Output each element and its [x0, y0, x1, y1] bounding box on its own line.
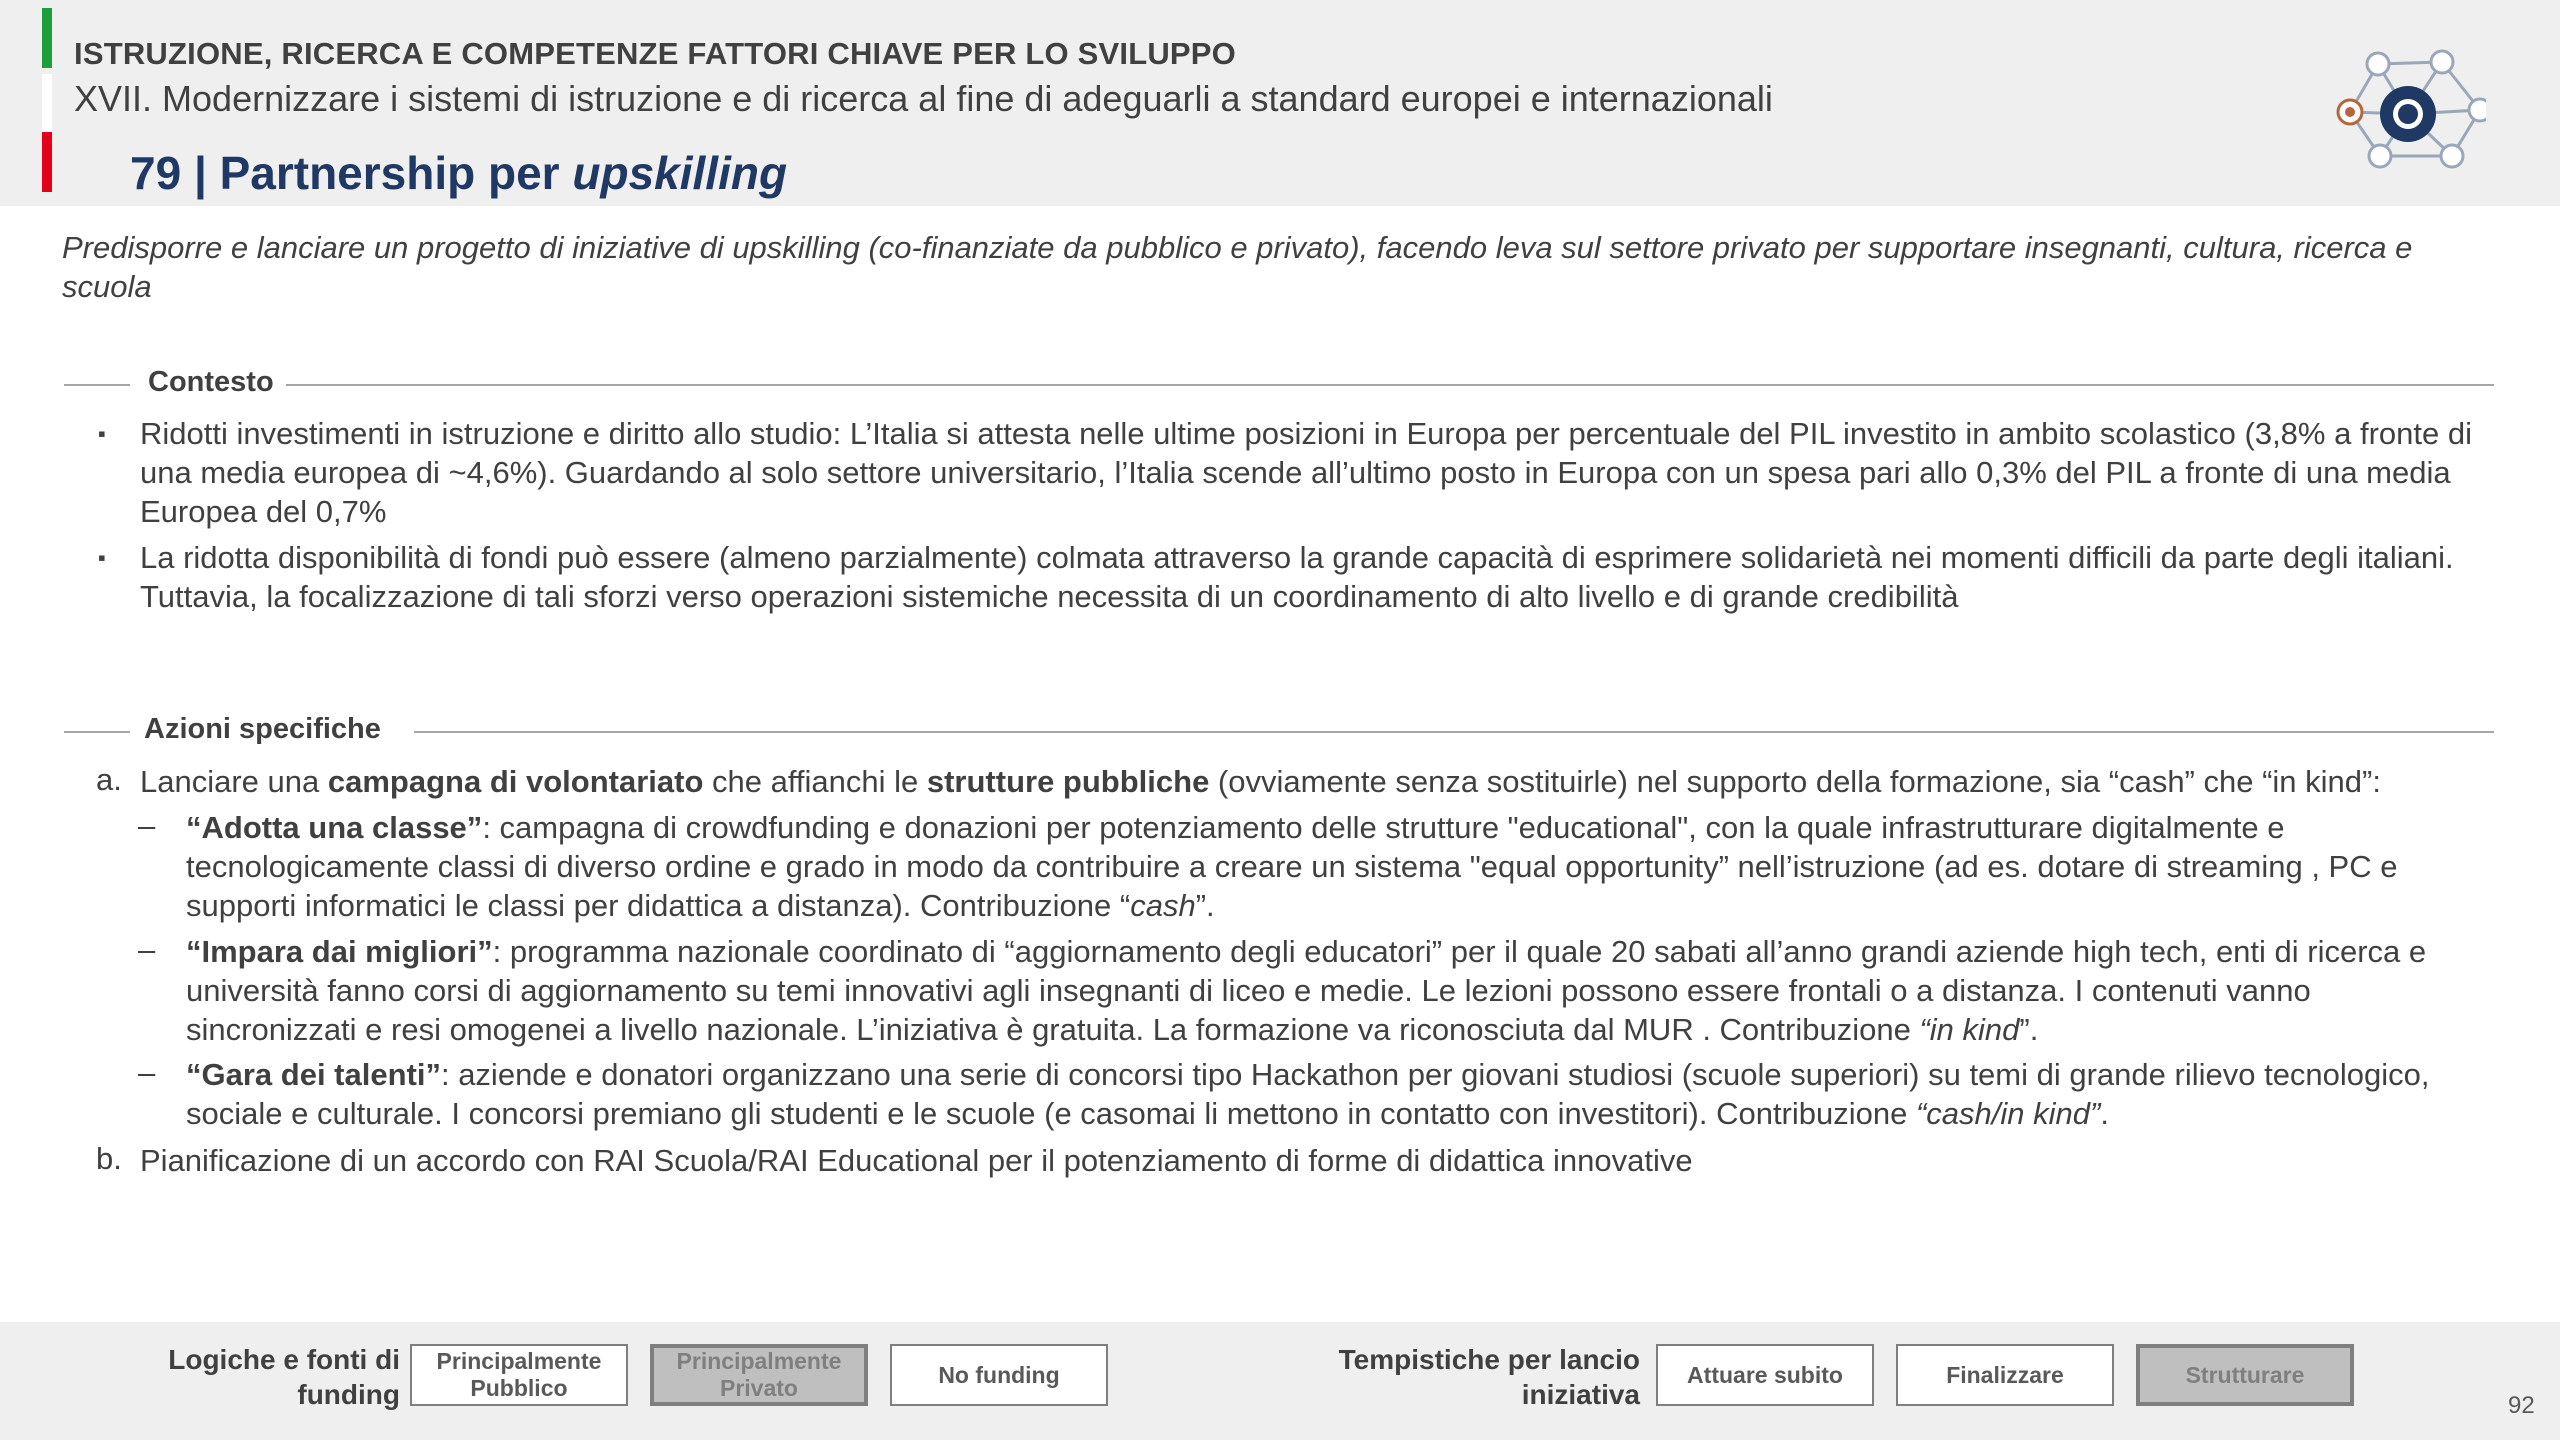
flag-green-stripe — [42, 8, 52, 68]
page-title — [130, 146, 787, 200]
funding-label: Logiche e fonti di funding — [168, 1344, 400, 1410]
header-band — [0, 0, 2560, 206]
azioni-rule-left — [64, 731, 130, 733]
contesto-rule-left — [64, 384, 130, 386]
action-b-text: Pianificazione di un accordo con RAI Scuola/RAI Educational per il potenziamento di forme di didattica innovative — [140, 1143, 1693, 1178]
flag-red-stripe — [42, 132, 52, 192]
header-category: ISTRUZIONE, RICERCA E COMPETENZE FATTORI CHIAVE PER LO SVILUPPO — [74, 36, 1236, 71]
timing-option-strutturare[interactable]: Strutturare — [2136, 1344, 2354, 1406]
action-b-letter: b. — [96, 1141, 122, 1176]
funding-option-no-funding[interactable]: No funding — [890, 1344, 1108, 1406]
sub-dash: – — [138, 1055, 156, 1090]
page-number: 92 — [2508, 1392, 2535, 1419]
bullet-text: La ridotta disponibilità di fondi può essere (almeno parzialmente) colmata attraverso la grande capacità di esprimere solidarietà nei momenti difficili da parte degli italiani. Tuttavia, la focalizzazione di tali sforzi verso operazioni sistemiche necessita di un coordinamento di alto livello e di grande credibilità — [140, 540, 2454, 614]
timing-option-attuare[interactable]: Attuare subito — [1656, 1344, 1874, 1406]
sub-item-impara: “Impara dai migliori”: programma nazionale coordinato di “aggiornamento degli educatori” per il quale 20 sabati all’anno grandi aziende high tech, enti di ricerca e università fanno corsi di aggiornamento su temi innovativi agli insegnanti di liceo e medie. Le lezioni possono essere frontali o a distanza. I contenuti vanno sincronizzati e resi omogenei a livello nazionale. L’iniziativa è gratuita. La formazione va riconosciuta dal MUR . Contribuzione “in kind”. — [186, 934, 2427, 1047]
azioni-rule-right — [414, 731, 2494, 733]
sub-dash: – — [138, 808, 156, 843]
title-italic: upskilling — [572, 147, 788, 199]
contesto-bullet-1 — [98, 414, 2490, 531]
sub-dash: – — [138, 932, 156, 967]
funding-option-pubblico[interactable]: Principalmente Pubblico — [410, 1344, 628, 1406]
azioni-label: Azioni specifiche — [144, 713, 381, 745]
contesto-bullet-2 — [98, 538, 2490, 616]
bullet-mark: ▪ — [98, 421, 106, 446]
bullet-mark: ▪ — [98, 545, 106, 570]
bullet-text: Ridotti investimenti in istruzione e diritto allo studio: L’Italia si attesta nelle ultime posizioni in Europa per percentuale del PIL investito in ambito scolastico (3,8% a fronte di una media europea di ~4,6%). Guardando al solo settore universitario, l’Italia scende all’ultimo posto in Europa con un spesa pari allo 0,3% del PIL a fronte di una media Europea del 0,7% — [140, 416, 2472, 529]
action-a-letter: a. — [96, 762, 122, 797]
title-number: 79 | Partnership per — [130, 147, 573, 199]
sub-item-adotta: “Adotta una classe”: campagna di crowdfunding e donazioni per potenziamento delle strutture "educational", con la quale infrastrutturare digitalmente e tecnologicamente classi di diverso ordine e grado in modo da contribuire a creare un sistema "equal opportunity” nell’istruzione (ad es. dotare di streaming , PC e supporti informatici le classi per didattica a distanza). Contribuzione “cash”. — [186, 810, 2398, 923]
funding-option-privato[interactable]: Principalmente Privato — [650, 1344, 868, 1406]
network-logo-icon — [2330, 44, 2486, 178]
contesto-rule-right — [286, 384, 2494, 386]
header-subtitle: XVII. Modernizzare i sistemi di istruzione e di ricerca al fine di adeguarli a standard europei e internazionali — [74, 78, 1773, 119]
action-a-text: Lanciare una campagna di volontariato che affianchi le strutture pubbliche (ovviamente senza sostituirle) nel supporto della formazione, sia “cash” che “in kind”: — [140, 764, 2381, 799]
intro-text: Predisporre e lanciare un progetto di iniziative di upskilling (co-finanziate da pubblico e privato), facendo leva sul settore privato per supportare insegnanti, cultura, ricerca e scuola — [62, 230, 2413, 304]
flag-white-stripe — [42, 74, 52, 132]
sub-item-gara: “Gara dei talenti”: aziende e donatori organizzano una serie di concorsi tipo Hackathon per giovani studiosi (scuole superiori) su temi di grande rilievo tecnologico, sociale e culturale. I concorsi premiano gli studenti e le scuole (e casomai li mettono in contatto con investitori). Contribuzione “cash/in kind”. — [186, 1057, 2430, 1131]
timing-option-finalizzare[interactable]: Finalizzare — [1896, 1344, 2114, 1406]
contesto-label: Contesto — [148, 366, 274, 398]
timing-label: Tempistiche per lancio iniziativa — [1338, 1344, 1640, 1410]
